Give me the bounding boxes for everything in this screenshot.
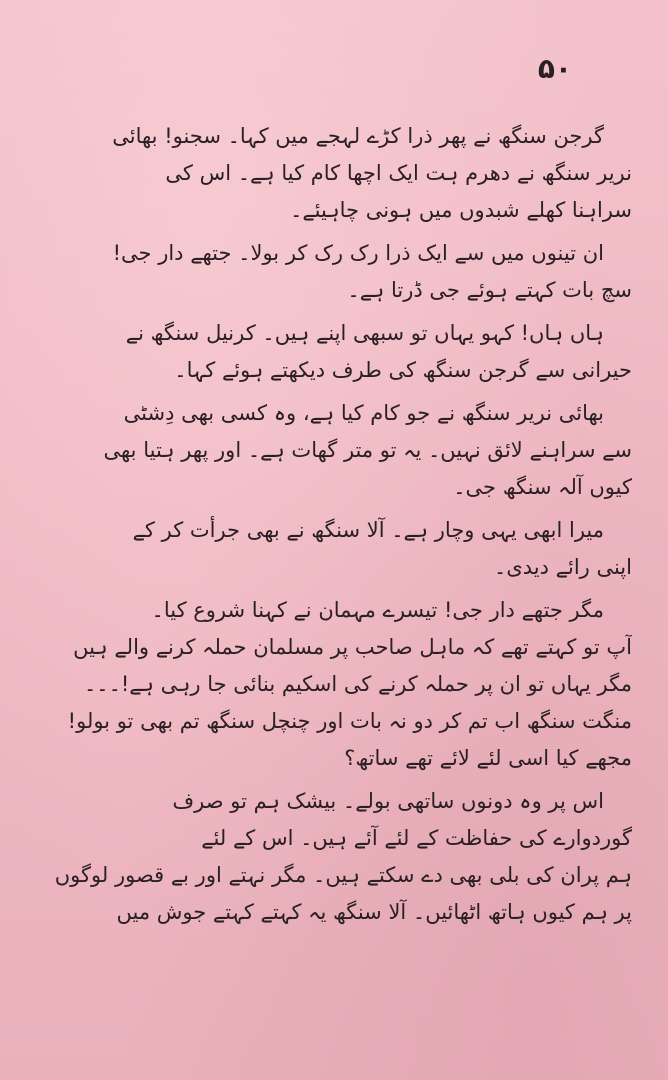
text-line: گرجن سنگھ نے پھر ذرا کڑے لہجے میں کہا۔ سجنو! بھائی	[112, 124, 604, 148]
paragraph-4	[28, 395, 632, 506]
text-line: اپنی رائے دیدی۔	[494, 555, 632, 579]
text-line: کیوں آلہ سنگھ جی۔	[453, 475, 632, 499]
text-line: سراہنا کھلے شبدوں میں ہونی چاہیئے۔	[290, 198, 632, 222]
text-line: ہاں ہاں! کہو یہاں تو سبھی اپنے ہیں۔ کرنیل سنگھ نے	[125, 321, 604, 345]
text-line: سے سراہنے لائق نہیں۔ یہ تو متر گھات ہے۔ اور پھر ہتیا بھی	[103, 438, 632, 462]
paragraph-6	[28, 592, 632, 777]
text-line: میرا ابھی یہی وچار ہے۔ آلا سنگھ نے بھی جرأت کر کے	[132, 518, 604, 542]
text-line: اس پر وہ دونوں ساتھی بولے۔ بیشک ہم تو صرف	[172, 789, 604, 813]
text-line: ہم پران کی بلی بھی دے سکتے ہیں۔ مگر نہتے اور بے قصور لوگوں	[54, 863, 632, 887]
text-line: حیرانی سے گرجن سنگھ کی طرف دیکھتے ہوئے کہا۔	[174, 358, 632, 382]
text-line: سچ بات کہتے ہوئے جی ڈرتا ہے۔	[347, 278, 632, 302]
text-line: ان تینوں میں سے ایک ذرا رک رک کر بولا۔ جتھے دار جی!	[112, 241, 604, 265]
page-number: ۵۰	[537, 52, 572, 85]
paragraph-5	[28, 512, 632, 586]
text-line: مجھے کیا اسی لئے لائے تھے ساتھ؟	[344, 746, 632, 770]
paragraph-2	[28, 235, 632, 309]
text-line: گوردوارے کی حفاظت کے لئے آئے ہیں۔ اس کے لئے	[201, 826, 632, 850]
text-line: پر ہم کیوں ہاتھ اٹھائیں۔ آلا سنگھ یہ کہتے کہتے جوش میں	[116, 900, 632, 924]
paragraph-3	[28, 315, 632, 389]
paragraph-1	[28, 118, 632, 229]
text-line: منگت سنگھ اب تم کر دو نہ بات اور چنچل سنگھ تم بھی تو بولو!	[67, 709, 632, 733]
text-line: مگر جتھے دار جی! تیسرے مہمان نے کہنا شروع کیا۔	[151, 598, 604, 622]
text-line: نریر سنگھ نے دھرم ہت ایک اچھا کام کیا ہے۔ اس کی	[165, 161, 632, 185]
text-line: بھائی نریر سنگھ نے جو کام کیا ہے، وہ کسی بھی دِشٹی	[123, 401, 604, 425]
text-line: آپ تو کہتے تھے کہ ماہل صاحب پر مسلمان حملہ کرنے والے ہیں	[73, 635, 632, 659]
body-text	[28, 118, 632, 937]
paragraph-7	[28, 783, 632, 931]
text-line: مگر یہاں تو ان پر حملہ کرنے کی اسکیم بنائی جا رہی ہے!۔۔۔	[83, 672, 632, 696]
